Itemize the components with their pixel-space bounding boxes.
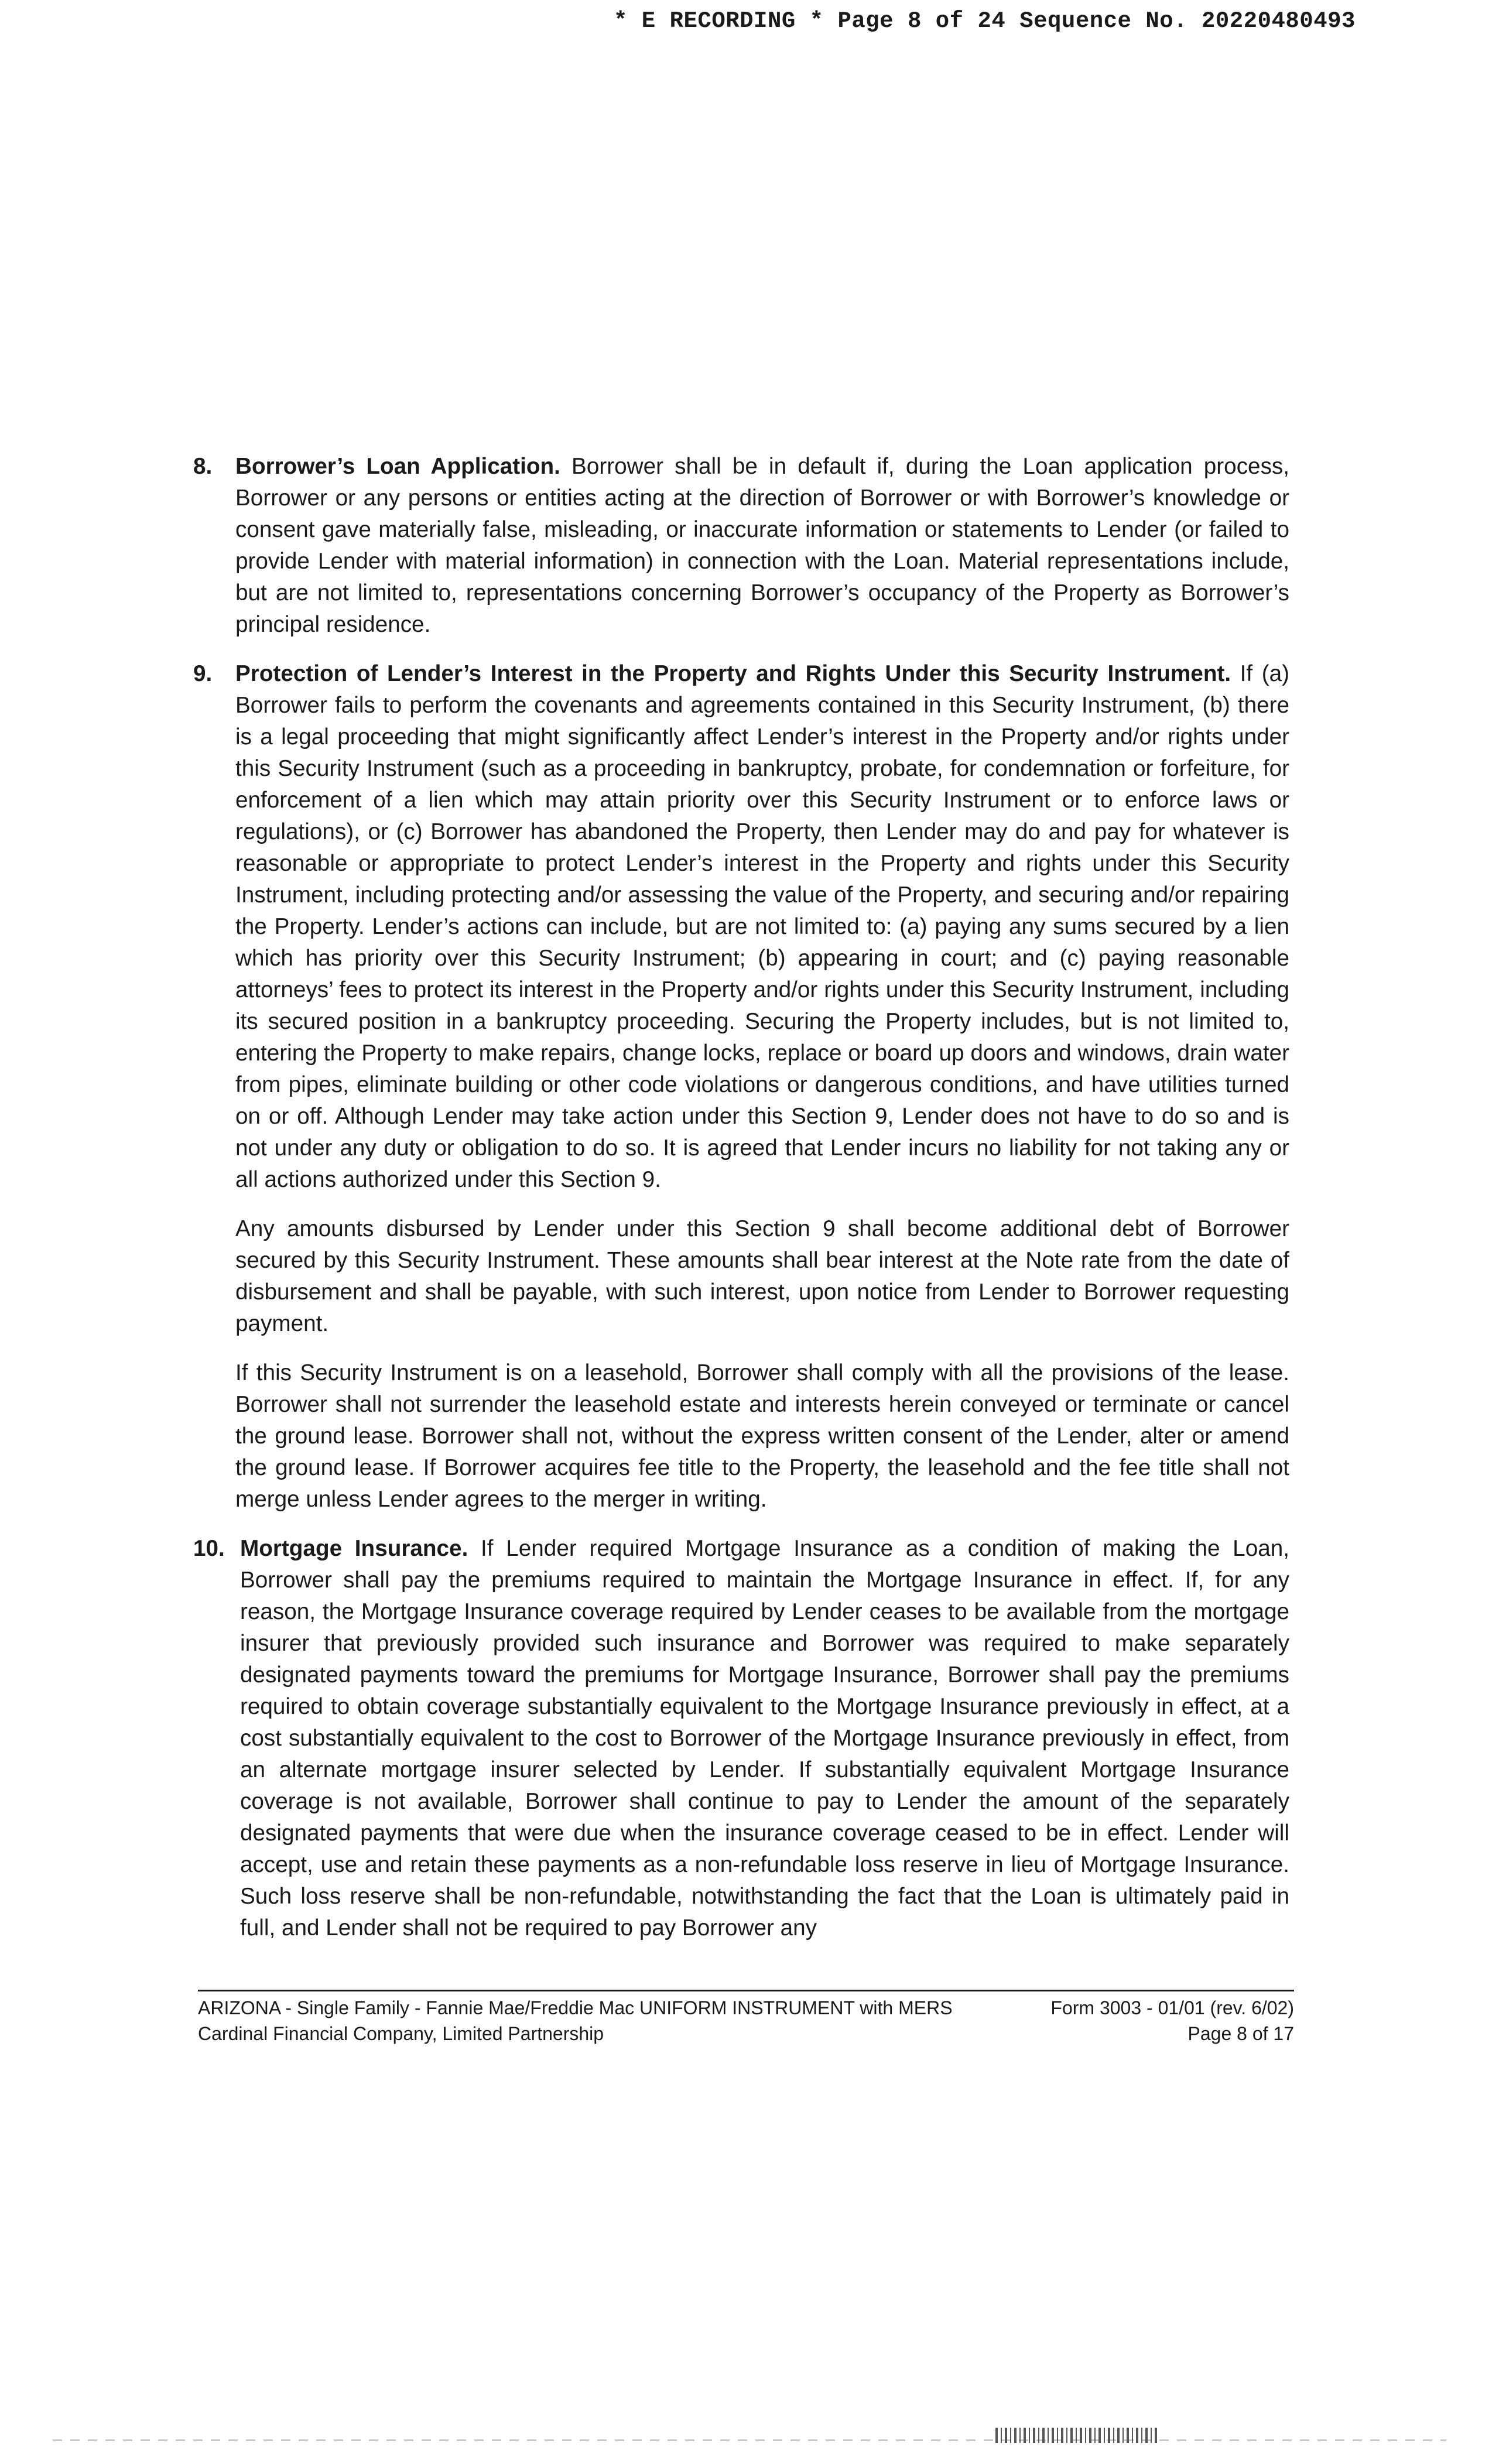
- section-number: 8.: [193, 454, 213, 479]
- paragraph-text: If Lender required Mortgage Insurance as a condition of making the Loan, Borrower shall pay the premiums required to maintain the Mortgage Insurance in effect. If, for any reason, the Mortgage Insurance coverage required by Lender ceases to be available from the mortgage insurer that previously provided such insurance and Borrower was required to make separately designated payments toward the premiums for Mortgage Insurance, Borrower shall pay the premiums required to obtain coverage substantially equivalent to the Mortgage Insurance previously in effect, at a cost substantially equivalent to the cost to Borrower of the Mortgage Insurance previously in effect, from an alternate mortgage insurer selected by Lender. If substantially equivalent Mortgage Insurance coverage is not available, Borrower shall continue to pay to Lender the amount of the separately designated payments that were due when the insurance coverage ceased to be in effect. Lender will accept, use and retain these payments as a non-refundable loss reserve in lieu of Mortgage Insurance. Such loss reserve shall be non-refundable, notwithstanding the fact that the Loan is ultimately paid in full, and Lender shall not be required to pay Borrower any: [240, 1536, 1289, 1941]
- footer-page-number: Page 8 of 17: [1187, 2023, 1294, 2044]
- scan-artifact-line: [53, 2439, 1446, 2441]
- section-paragraph: [235, 658, 1289, 1196]
- footer-row: [198, 2021, 1294, 2047]
- section-9: [193, 658, 1289, 1515]
- document-body: [193, 451, 1289, 1962]
- footer-form-title: ARIZONA - Single Family - Fannie Mae/Freddie Mac UNIFORM INSTRUMENT with MERS: [198, 1997, 953, 2018]
- footer-lender: Cardinal Financial Company, Limited Partnership: [198, 2023, 604, 2044]
- section-number: 10.: [193, 1536, 225, 1561]
- section-title: Mortgage Insurance.: [240, 1536, 468, 1561]
- footer-row: [198, 1995, 1294, 2021]
- paragraph-text: Borrower shall be in default if, during the Loan application process, Borrower or any persons or entities acting at the direction of Borrower or with Borrower’s knowledge or consent gave materially false, misleading, or inaccurate information or statements to Lender (or failed to provide Lender with material information) in connection with the Loan. Material representations include, but are not limited to, representations concerning Borrower’s occupancy of the Property as Borrower’s principal residence.: [235, 454, 1289, 637]
- section-paragraph: Any amounts disbursed by Lender under this Section 9 shall become additional debt of Borrower secured by this Security Instrument. These amounts shall bear interest at the Note rate from the date of disbursement and shall be payable, with such interest, upon notice from Lender to Borrower requesting payment.: [235, 1216, 1289, 1336]
- section-paragraph: [235, 451, 1289, 641]
- section-10: [193, 1533, 1289, 1944]
- footer-form-number: Form 3003 - 01/01 (rev. 6/02): [1050, 1997, 1294, 2018]
- scan-barcode-mark: [995, 2428, 1159, 2443]
- section-paragraph: [240, 1533, 1289, 1944]
- page-footer: [198, 1990, 1294, 2047]
- recording-header: * E RECORDING * Page 8 of 24 Sequence No. 20220480493: [614, 8, 1356, 34]
- section-8: [193, 451, 1289, 641]
- section-paragraph: If this Security Instrument is on a leasehold, Borrower shall comply with all the provisions of the lease. Borrower shall not surrender the leasehold estate and interests herein conveyed or terminate or cancel the ground lease. Borrower shall not, without the express written consent of the Lender, alter or amend the ground lease. If Borrower acquires fee title to the Property, the leasehold and the fee title shall not merge unless Lender agrees to the merger in writing.: [235, 1360, 1289, 1512]
- section-title: Borrower’s Loan Application.: [235, 454, 560, 479]
- section-title: Protection of Lender’s Interest in the Property and Rights Under this Security Instrument.: [235, 661, 1231, 686]
- paragraph-text: If (a) Borrower fails to perform the covenants and agreements contained in this Security Instrument, (b) there is a legal proceeding that might significantly affect Lender’s interest in the Property and/or rights under this Security Instrument (such as a proceeding in bankruptcy, probate, for condemnation or forfeiture, for enforcement of a lien which may attain priority over this Security Instrument or to enforce laws or regulations), or (c) Borrower has abandoned the Property, then Lender may do and pay for whatever is reasonable or appropriate to protect Lender’s interest in the Property and rights under this Security Instrument, including protecting and/or assessing the value of the Property, and securing and/or repairing the Property. Lender’s actions can include, but are not limited to: (a) paying any sums secured by a lien which has priority over this Security Instrument; (b) appearing in court; and (c) paying reasonable attorneys’ fees to protect its interest in the Property and/or rights under this Security Instrument, including its secured position in a bankruptcy proceeding. Securing the Property includes, but is not limited to, entering the Property to make repairs, change locks, replace or board up doors and windows, drain water from pipes, eliminate building or other code violations or dangerous conditions, and have utilities turned on or off. Although Lender may take action under this Section 9, Lender does not have to do so and is not under any duty or obligation to do so. It is agreed that Lender incurs no liability for not taking any or all actions authorized under this Section 9.: [235, 661, 1290, 1192]
- section-number: 9.: [193, 661, 213, 686]
